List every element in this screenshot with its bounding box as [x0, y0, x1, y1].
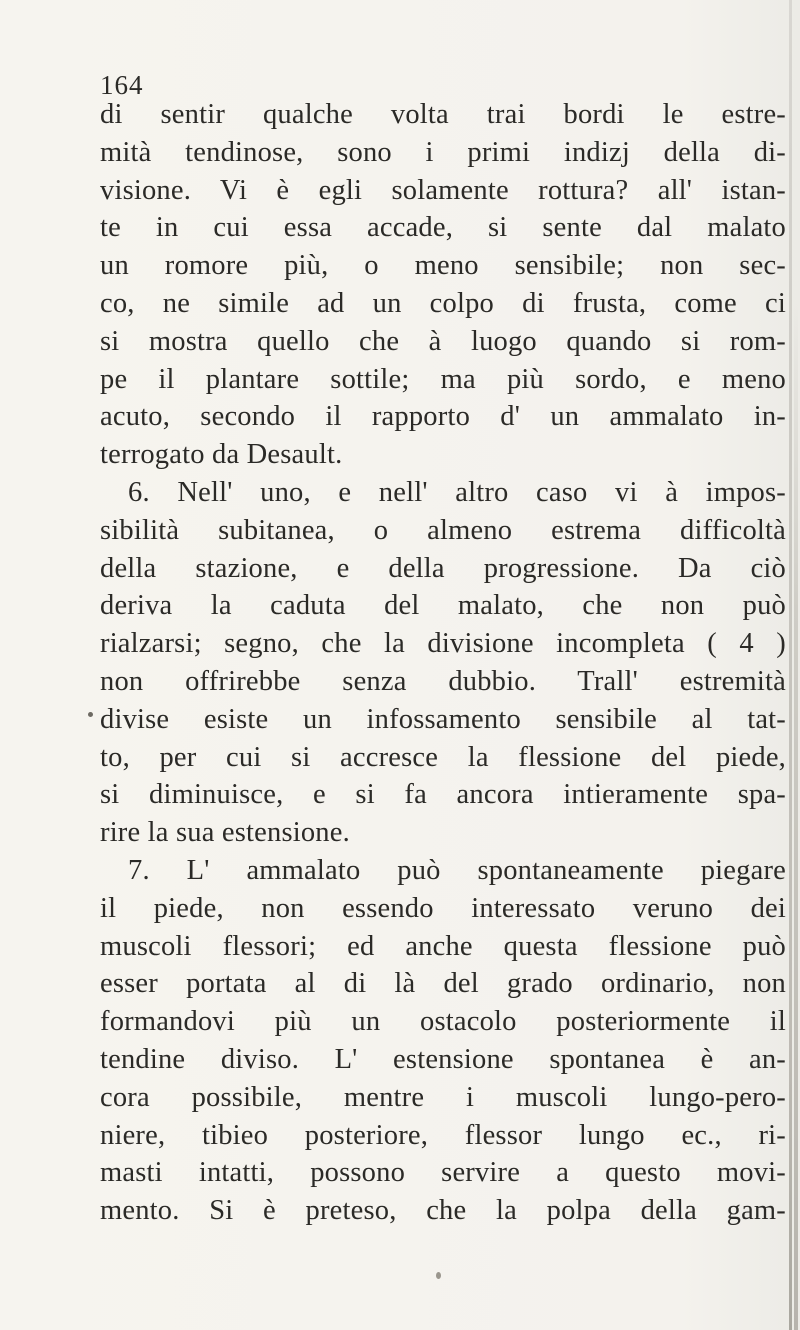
- paragraph-6-start: 6. Nell' uno, e nell' altro caso vi à impos-: [128, 476, 786, 508]
- paragraph-7-start: 7. L' ammalato può spontaneamente piegare: [128, 854, 786, 886]
- text-line: te in cui essa accade, si sente dal malato: [100, 212, 786, 244]
- page-edge-shadow: [789, 0, 792, 1330]
- text-line: rire la sua estensione.: [100, 817, 350, 849]
- text-line: di sentir qualche volta trai bordi le estre-: [100, 99, 786, 130]
- ink-speck: [436, 1272, 441, 1279]
- text-line: non offrirebbe senza dubbio. Trall' estremità: [100, 665, 786, 697]
- ink-speck: [88, 712, 93, 717]
- text-line: mento. Si è preteso, che la polpa della gam-: [100, 1195, 786, 1227]
- text-line: terrogato da Desault.: [100, 439, 343, 471]
- text-line: to, per cui si accresce la flessione del piede,: [100, 741, 786, 773]
- text-line: rialzarsi; segno, che la divisione incompleta ( 4 ): [100, 628, 786, 660]
- page-number: 164: [100, 70, 144, 100]
- text-line: formandovi più un ostacolo posteriormente il: [100, 1006, 786, 1038]
- text-line: si mostra quello che à luogo quando si rom-: [100, 325, 786, 357]
- text-line: niere, tibieo posteriore, flessor lungo ec., ri-: [100, 1119, 786, 1151]
- text-line: masti intatti, possono servire a questo movi-: [100, 1157, 786, 1189]
- text-line: divise esiste un infossamento sensibile al tat-: [100, 703, 786, 735]
- text-line: acuto, secondo il rapporto d' un ammalato in-: [100, 401, 786, 433]
- text-line: della stazione, e della progressione. Da ciò: [100, 552, 786, 584]
- text-line: visione. Vi è egli solamente rottura? all' istan-: [100, 174, 786, 206]
- text-line: sibilità subitanea, o almeno estrema difficoltà: [100, 514, 786, 546]
- text-line: pe il plantare sottile; ma più sordo, e meno: [100, 363, 786, 395]
- text-line: si diminuisce, e si fa ancora intieramente spa-: [100, 779, 786, 811]
- text-line: un romore più, o meno sensibile; non sec-: [100, 250, 786, 282]
- text-line: esser portata al di là del grado ordinario, non: [100, 968, 786, 1000]
- text-line: cora possibile, mentre i muscoli lungo-pero-: [100, 1081, 786, 1113]
- text-line: deriva la caduta del malato, che non può: [100, 590, 786, 622]
- page-edge-shadow-outer: [794, 300, 798, 1330]
- page-text-block: [100, 96, 786, 1230]
- text-line: muscoli flessori; ed anche questa flessione può: [100, 930, 786, 962]
- text-line: il piede, non essendo interessato veruno dei: [100, 892, 786, 924]
- text-line: mità tendinose, sono i primi indizj della di-: [100, 136, 786, 168]
- text-line: co, ne simile ad un colpo di frusta, come ci: [100, 287, 786, 319]
- text-line: tendine diviso. L' estensione spontanea è an-: [100, 1043, 786, 1075]
